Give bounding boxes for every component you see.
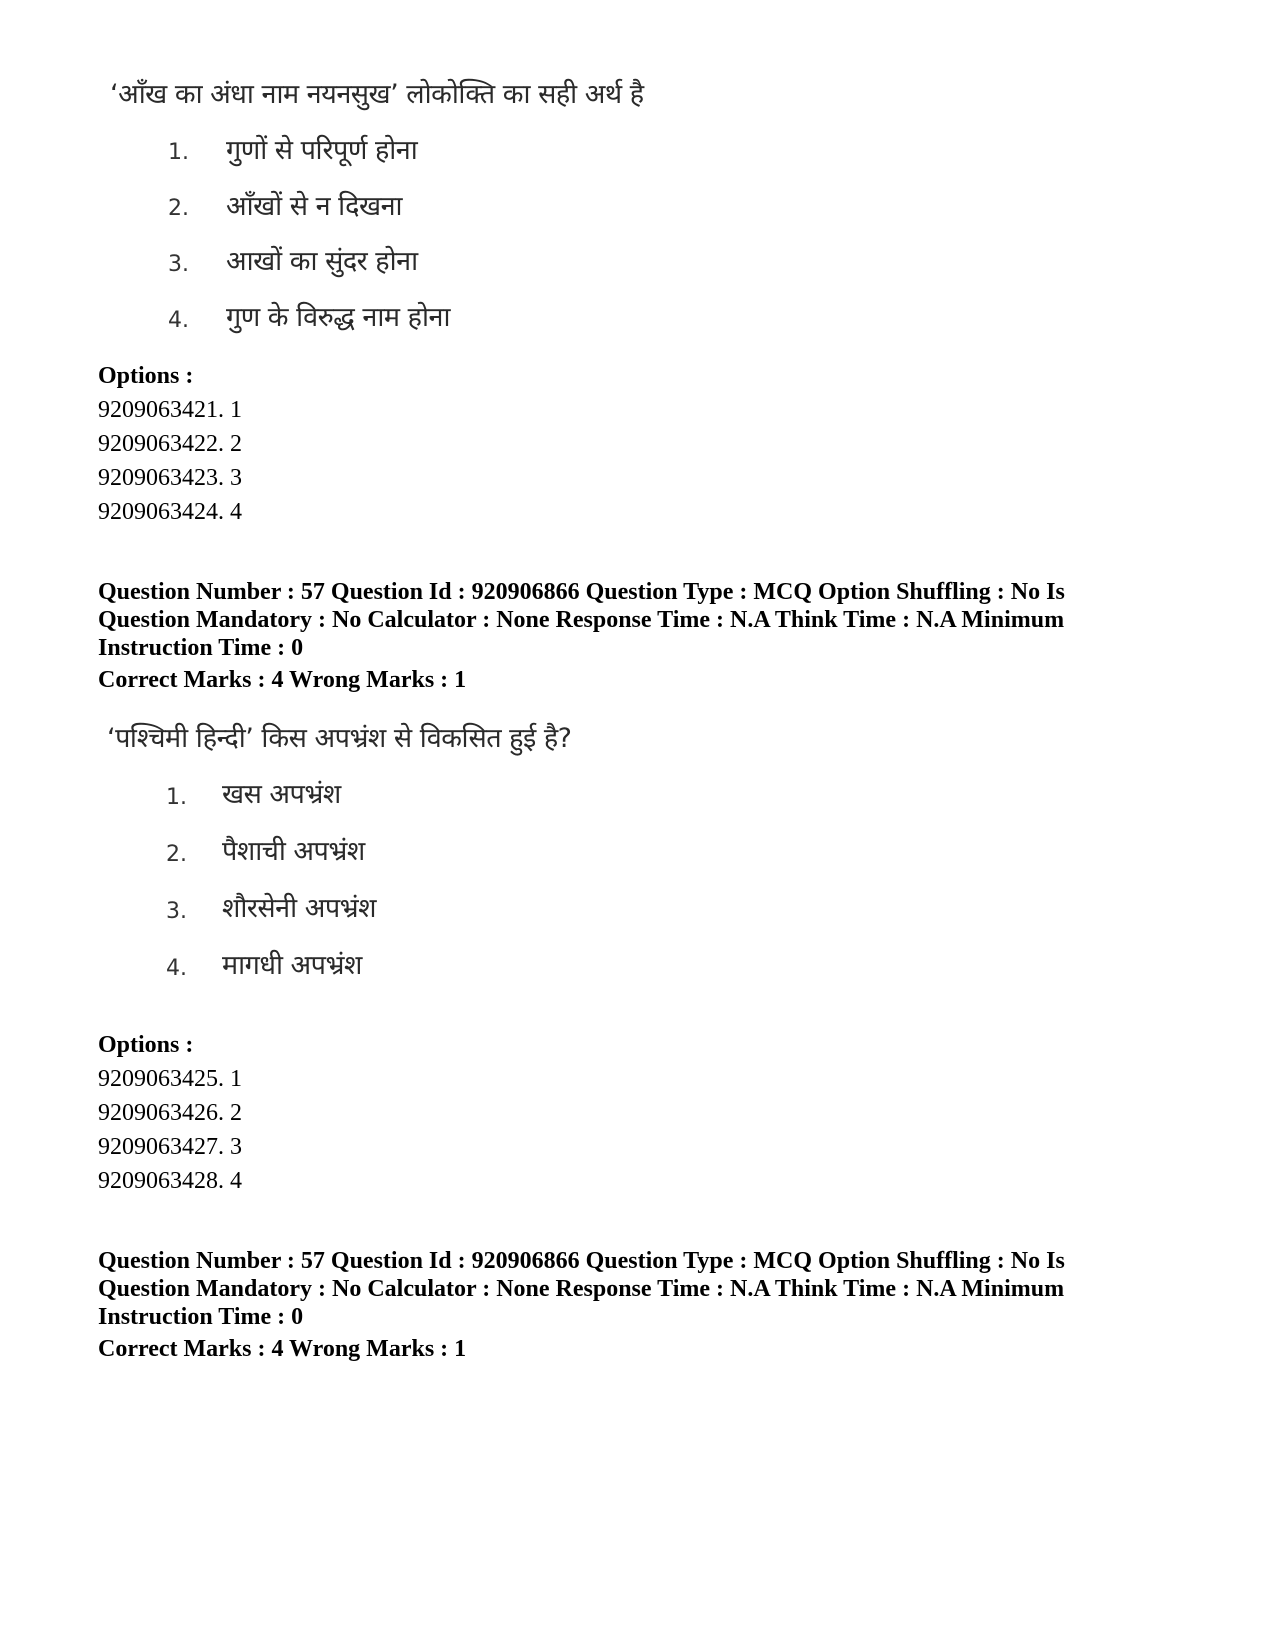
question-meta xyxy=(98,578,1208,662)
choice-number: 2. xyxy=(166,842,187,867)
options-label: Options : xyxy=(98,1032,194,1058)
option-id: 9209063428. 4 xyxy=(98,1168,242,1194)
choice-number: 1. xyxy=(166,785,187,810)
question-text: ‘आँख का अंधा नाम नयनसुख’ लोकोक्ति का सही अर्थ है xyxy=(110,79,644,110)
option-id: 9209063422. 2 xyxy=(98,431,242,457)
option-id: 9209063426. 2 xyxy=(98,1100,242,1126)
choice-text: शौरसेनी अपभ्रंश xyxy=(222,893,377,924)
meta-line: Question Mandatory : No Calculator : None Response Time : N.A Think Time : N.A Minimum xyxy=(98,1276,1065,1302)
choice-text: गुणों से परिपूर्ण होना xyxy=(226,135,418,166)
question-meta xyxy=(98,1247,1208,1331)
option-id: 9209063424. 4 xyxy=(98,499,242,525)
choice-number: 1. xyxy=(168,140,189,165)
meta-line: Question Mandatory : No Calculator : None Response Time : N.A Think Time : N.A Minimum xyxy=(98,607,1065,633)
meta-line: Question Number : 57 Question Id : 920906866 Question Type : MCQ Option Shuffling : No Is xyxy=(98,1248,1065,1274)
choice-text: आखों का सुंदर होना xyxy=(226,246,418,277)
choice-number: 2. xyxy=(168,196,189,221)
marks-line: Correct Marks : 4 Wrong Marks : 1 xyxy=(98,667,467,693)
meta-line: Instruction Time : 0 xyxy=(98,635,304,661)
choice-text: गुण के विरुद्ध नाम होना xyxy=(226,302,450,333)
choice-text: मागधी अपभ्रंश xyxy=(222,950,362,981)
choice-number: 4. xyxy=(166,956,187,981)
choice-number: 4. xyxy=(168,308,189,333)
choice-number: 3. xyxy=(166,899,187,924)
meta-line: Question Number : 57 Question Id : 920906866 Question Type : MCQ Option Shuffling : No Is xyxy=(98,579,1065,605)
meta-line: Instruction Time : 0 xyxy=(98,1304,304,1330)
option-id: 9209063421. 1 xyxy=(98,397,242,423)
option-id: 9209063423. 3 xyxy=(98,465,242,491)
choice-text: आँखों से न दिखना xyxy=(226,191,403,222)
choice-text: खस अपभ्रंश xyxy=(222,779,341,810)
marks-line: Correct Marks : 4 Wrong Marks : 1 xyxy=(98,1336,467,1362)
choice-number: 3. xyxy=(168,252,189,277)
question-text: ‘पश्चिमी हिन्दी’ किस अपभ्रंश से विकसित हुई है? xyxy=(107,723,572,754)
option-id: 9209063425. 1 xyxy=(98,1066,242,1092)
options-label: Options : xyxy=(98,363,194,389)
option-id: 9209063427. 3 xyxy=(98,1134,242,1160)
choice-text: पैशाची अपभ्रंश xyxy=(222,836,365,867)
